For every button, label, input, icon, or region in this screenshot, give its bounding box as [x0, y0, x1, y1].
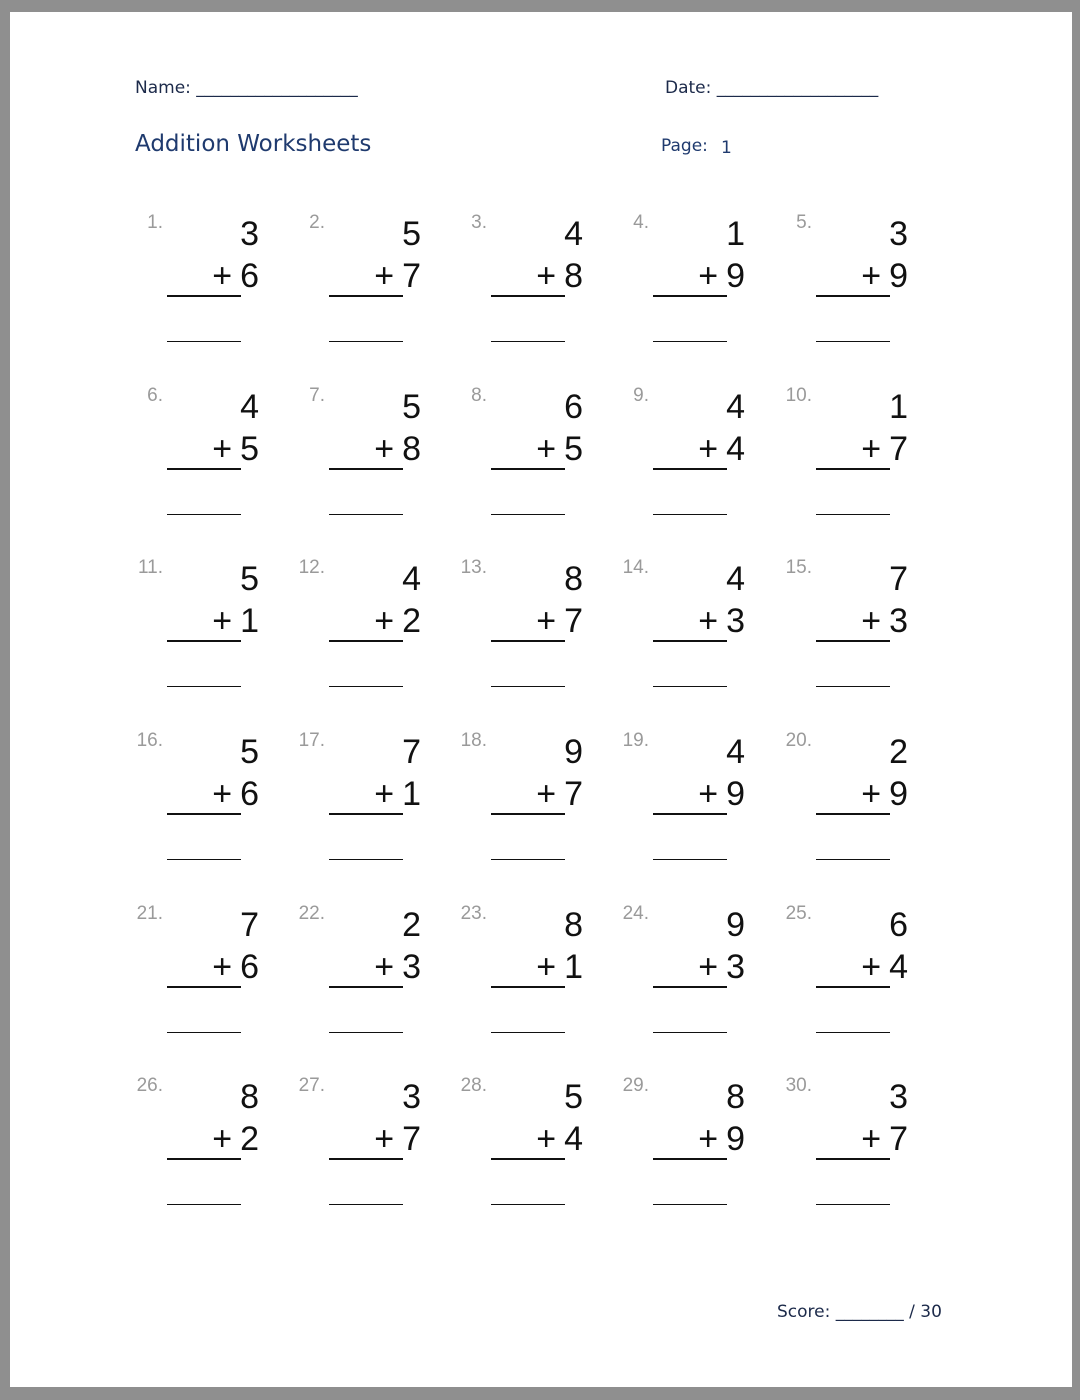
problem-5 — [772, 212, 922, 362]
page-number: 1 — [721, 138, 732, 158]
sum-line — [329, 813, 403, 815]
bottom-addend: 7 — [889, 430, 908, 468]
problem-number: 8. — [471, 385, 487, 406]
problem-number: 12. — [298, 557, 325, 578]
top-addend: 4 — [240, 388, 259, 426]
problem-number: 13. — [460, 557, 487, 578]
bottom-addend-row — [698, 258, 745, 294]
bottom-addend-row — [536, 776, 583, 812]
answer-blank[interactable] — [816, 514, 890, 515]
answer-blank[interactable] — [167, 1032, 241, 1033]
bottom-addend-row — [212, 1121, 259, 1157]
problem-11 — [123, 557, 273, 707]
bottom-addend: 5 — [240, 430, 259, 468]
sum-line — [491, 1158, 565, 1160]
top-addend: 4 — [726, 388, 745, 426]
bottom-addend-row — [698, 776, 745, 812]
answer-blank[interactable] — [491, 859, 565, 860]
bottom-addend: 8 — [402, 430, 421, 468]
sum-line — [816, 1158, 890, 1160]
problem-30 — [772, 1075, 922, 1225]
answer-blank[interactable] — [167, 341, 241, 342]
plus-sign: + — [536, 430, 557, 468]
sum-line — [491, 986, 565, 988]
answer-blank[interactable] — [167, 859, 241, 860]
sum-line — [329, 295, 403, 297]
problem-16 — [123, 730, 273, 880]
top-addend: 5 — [402, 215, 421, 253]
bottom-addend: 8 — [564, 257, 583, 295]
answer-blank[interactable] — [167, 514, 241, 515]
top-addend: 4 — [726, 733, 745, 771]
answer-blank[interactable] — [329, 341, 403, 342]
bottom-addend-row — [698, 603, 745, 639]
bottom-addend: 3 — [726, 602, 745, 640]
answer-blank[interactable] — [653, 859, 727, 860]
top-addend: 5 — [402, 388, 421, 426]
bottom-addend: 1 — [564, 948, 583, 986]
problem-number: 3. — [471, 212, 487, 233]
sum-line — [167, 295, 241, 297]
problem-number: 21. — [136, 903, 163, 924]
top-addend: 6 — [889, 906, 908, 944]
top-addend: 8 — [726, 1078, 745, 1116]
problem-1 — [123, 212, 273, 362]
answer-blank[interactable] — [329, 859, 403, 860]
bottom-addend-row — [536, 603, 583, 639]
score-field[interactable]: Score: ________ / 30 — [777, 1302, 942, 1322]
bottom-addend-row — [374, 431, 421, 467]
top-addend: 3 — [889, 1078, 908, 1116]
answer-blank[interactable] — [491, 341, 565, 342]
answer-blank[interactable] — [653, 1204, 727, 1205]
top-addend: 4 — [564, 215, 583, 253]
answer-blank[interactable] — [329, 1204, 403, 1205]
plus-sign: + — [861, 430, 882, 468]
plus-sign: + — [536, 1120, 557, 1158]
bottom-addend-row — [536, 431, 583, 467]
problem-number: 15. — [785, 557, 812, 578]
plus-sign: + — [212, 775, 233, 813]
top-addend: 3 — [889, 215, 908, 253]
problem-number: 17. — [298, 730, 325, 751]
problem-number: 26. — [136, 1075, 163, 1096]
answer-blank[interactable] — [653, 686, 727, 687]
sum-line — [491, 295, 565, 297]
bottom-addend: 7 — [564, 775, 583, 813]
problem-6 — [123, 385, 273, 535]
answer-blank[interactable] — [167, 686, 241, 687]
sum-line — [653, 468, 727, 470]
top-addend: 5 — [240, 560, 259, 598]
top-addend: 2 — [889, 733, 908, 771]
sum-line — [816, 468, 890, 470]
bottom-addend-row — [212, 949, 259, 985]
answer-blank[interactable] — [816, 1204, 890, 1205]
top-addend: 7 — [889, 560, 908, 598]
bottom-addend: 6 — [240, 775, 259, 813]
plus-sign: + — [374, 1120, 395, 1158]
bottom-addend: 3 — [889, 602, 908, 640]
plus-sign: + — [861, 257, 882, 295]
problem-8 — [447, 385, 597, 535]
problem-7 — [285, 385, 435, 535]
top-addend: 1 — [726, 215, 745, 253]
sum-line — [653, 640, 727, 642]
problem-number: 19. — [622, 730, 649, 751]
answer-blank[interactable] — [491, 1204, 565, 1205]
sum-line — [816, 640, 890, 642]
bottom-addend: 4 — [564, 1120, 583, 1158]
problem-number: 29. — [622, 1075, 649, 1096]
plus-sign: + — [374, 257, 395, 295]
bottom-addend: 9 — [889, 775, 908, 813]
problem-19 — [609, 730, 759, 880]
top-addend: 8 — [564, 906, 583, 944]
plus-sign: + — [698, 257, 719, 295]
plus-sign: + — [374, 602, 395, 640]
problem-29 — [609, 1075, 759, 1225]
top-addend: 7 — [402, 733, 421, 771]
problem-18 — [447, 730, 597, 880]
bottom-addend: 6 — [240, 257, 259, 295]
plus-sign: + — [698, 948, 719, 986]
bottom-addend: 7 — [889, 1120, 908, 1158]
sum-line — [167, 1158, 241, 1160]
bottom-addend: 1 — [240, 602, 259, 640]
problem-number: 16. — [136, 730, 163, 751]
bottom-addend: 6 — [240, 948, 259, 986]
plus-sign: + — [374, 775, 395, 813]
answer-blank[interactable] — [491, 514, 565, 515]
sum-line — [653, 1158, 727, 1160]
answer-blank[interactable] — [816, 859, 890, 860]
problem-number: 9. — [633, 385, 649, 406]
answer-blank[interactable] — [816, 341, 890, 342]
problem-21 — [123, 903, 273, 1053]
answer-blank[interactable] — [653, 514, 727, 515]
sum-line — [816, 813, 890, 815]
bottom-addend-row — [536, 949, 583, 985]
problem-number: 22. — [298, 903, 325, 924]
page-label: Page: — [661, 136, 708, 156]
problem-12 — [285, 557, 435, 707]
sum-line — [329, 640, 403, 642]
top-addend: 3 — [240, 215, 259, 253]
sum-line — [491, 640, 565, 642]
bottom-addend: 9 — [726, 1120, 745, 1158]
bottom-addend-row — [698, 949, 745, 985]
plus-sign: + — [861, 948, 882, 986]
bottom-addend: 7 — [402, 257, 421, 295]
sum-line — [167, 640, 241, 642]
plus-sign: + — [698, 430, 719, 468]
bottom-addend-row — [861, 431, 908, 467]
bottom-addend: 2 — [240, 1120, 259, 1158]
top-addend: 9 — [726, 906, 745, 944]
sum-line — [653, 295, 727, 297]
problem-25 — [772, 903, 922, 1053]
bottom-addend-row — [374, 603, 421, 639]
top-addend: 4 — [726, 560, 745, 598]
bottom-addend-row — [212, 603, 259, 639]
problem-23 — [447, 903, 597, 1053]
problem-number: 4. — [633, 212, 649, 233]
bottom-addend: 9 — [726, 257, 745, 295]
bottom-addend: 9 — [726, 775, 745, 813]
bottom-addend: 3 — [726, 948, 745, 986]
plus-sign: + — [698, 775, 719, 813]
bottom-addend-row — [861, 949, 908, 985]
sum-line — [816, 986, 890, 988]
problem-number: 5. — [796, 212, 812, 233]
problem-26 — [123, 1075, 273, 1225]
problem-number: 7. — [309, 385, 325, 406]
answer-blank[interactable] — [491, 686, 565, 687]
answer-blank[interactable] — [329, 514, 403, 515]
problem-2 — [285, 212, 435, 362]
sum-line — [653, 813, 727, 815]
problem-number: 11. — [137, 557, 163, 578]
problem-number: 20. — [785, 730, 812, 751]
problem-15 — [772, 557, 922, 707]
problem-9 — [609, 385, 759, 535]
top-addend: 6 — [564, 388, 583, 426]
plus-sign: + — [536, 775, 557, 813]
problem-number: 28. — [460, 1075, 487, 1096]
answer-blank[interactable] — [329, 1032, 403, 1033]
problem-number: 6. — [147, 385, 163, 406]
problem-number: 18. — [460, 730, 487, 751]
answer-blank[interactable] — [653, 1032, 727, 1033]
sum-line — [653, 986, 727, 988]
problem-number: 1. — [147, 212, 163, 233]
name-field[interactable]: Name: ___________________ — [135, 78, 358, 98]
problem-3 — [447, 212, 597, 362]
problem-number: 30. — [785, 1075, 812, 1096]
plus-sign: + — [212, 1120, 233, 1158]
sum-line — [167, 468, 241, 470]
bottom-addend-row — [698, 431, 745, 467]
plus-sign: + — [212, 948, 233, 986]
plus-sign: + — [212, 602, 233, 640]
problem-number: 10. — [785, 385, 812, 406]
date-field[interactable]: Date: ___________________ — [665, 78, 879, 98]
top-addend: 8 — [564, 560, 583, 598]
answer-blank[interactable] — [167, 1204, 241, 1205]
plus-sign: + — [698, 1120, 719, 1158]
plus-sign: + — [374, 948, 395, 986]
problem-17 — [285, 730, 435, 880]
top-addend: 5 — [240, 733, 259, 771]
problem-number: 27. — [298, 1075, 325, 1096]
top-addend: 4 — [402, 560, 421, 598]
plus-sign: + — [374, 430, 395, 468]
problem-22 — [285, 903, 435, 1053]
bottom-addend-row — [698, 1121, 745, 1157]
answer-blank[interactable] — [491, 1032, 565, 1033]
problem-24 — [609, 903, 759, 1053]
top-addend: 8 — [240, 1078, 259, 1116]
bottom-addend-row — [861, 603, 908, 639]
bottom-addend-row — [374, 258, 421, 294]
bottom-addend: 3 — [402, 948, 421, 986]
worksheet-title: Addition Worksheets — [135, 131, 372, 157]
bottom-addend-row — [374, 776, 421, 812]
problem-number: 23. — [460, 903, 487, 924]
problem-number: 25. — [785, 903, 812, 924]
problem-14 — [609, 557, 759, 707]
problem-27 — [285, 1075, 435, 1225]
problem-10 — [772, 385, 922, 535]
sum-line — [167, 986, 241, 988]
top-addend: 1 — [889, 388, 908, 426]
plus-sign: + — [698, 602, 719, 640]
plus-sign: + — [536, 257, 557, 295]
bottom-addend: 5 — [564, 430, 583, 468]
answer-blank[interactable] — [816, 1032, 890, 1033]
bottom-addend-row — [861, 258, 908, 294]
problem-number: 24. — [622, 903, 649, 924]
problem-28 — [447, 1075, 597, 1225]
worksheet-page — [10, 12, 1072, 1387]
problem-13 — [447, 557, 597, 707]
plus-sign: + — [861, 1120, 882, 1158]
plus-sign: + — [212, 257, 233, 295]
sum-line — [491, 813, 565, 815]
bottom-addend-row — [861, 1121, 908, 1157]
bottom-addend-row — [536, 258, 583, 294]
bottom-addend-row — [212, 258, 259, 294]
bottom-addend: 7 — [402, 1120, 421, 1158]
bottom-addend: 2 — [402, 602, 421, 640]
sum-line — [491, 468, 565, 470]
top-addend: 5 — [564, 1078, 583, 1116]
bottom-addend: 4 — [889, 948, 908, 986]
bottom-addend-row — [374, 949, 421, 985]
bottom-addend: 7 — [564, 602, 583, 640]
problem-number: 14. — [622, 557, 649, 578]
sum-line — [329, 468, 403, 470]
plus-sign: + — [212, 430, 233, 468]
problem-20 — [772, 730, 922, 880]
bottom-addend: 1 — [402, 775, 421, 813]
problem-number: 2. — [309, 212, 325, 233]
top-addend: 7 — [240, 906, 259, 944]
answer-blank[interactable] — [329, 686, 403, 687]
top-addend: 9 — [564, 733, 583, 771]
bottom-addend-row — [374, 1121, 421, 1157]
bottom-addend: 9 — [889, 257, 908, 295]
bottom-addend-row — [212, 431, 259, 467]
problem-4 — [609, 212, 759, 362]
sum-line — [816, 295, 890, 297]
plus-sign: + — [536, 602, 557, 640]
top-addend: 2 — [402, 906, 421, 944]
bottom-addend: 4 — [726, 430, 745, 468]
sum-line — [167, 813, 241, 815]
bottom-addend-row — [861, 776, 908, 812]
plus-sign: + — [536, 948, 557, 986]
bottom-addend-row — [536, 1121, 583, 1157]
bottom-addend-row — [212, 776, 259, 812]
answer-blank[interactable] — [816, 686, 890, 687]
sum-line — [329, 986, 403, 988]
answer-blank[interactable] — [653, 341, 727, 342]
plus-sign: + — [861, 775, 882, 813]
top-addend: 3 — [402, 1078, 421, 1116]
sum-line — [329, 1158, 403, 1160]
plus-sign: + — [861, 602, 882, 640]
